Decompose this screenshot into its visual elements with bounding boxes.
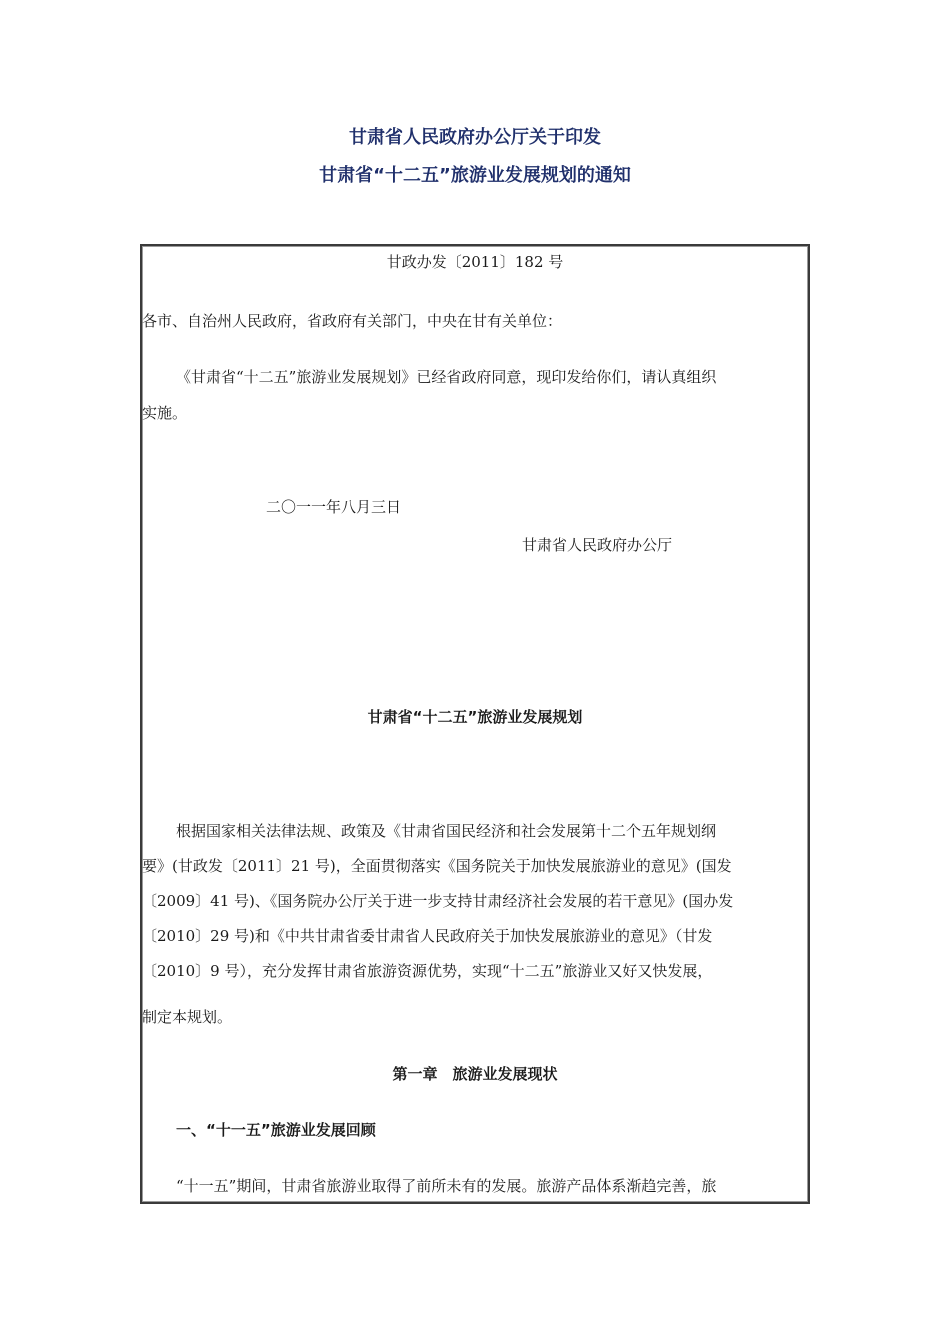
- notice-body-line1: 《甘肃省“十二五”旅游业发展规划》已经省政府同意，现印发给你们，请认真组织: [176, 368, 717, 386]
- notice-issuer: 甘肃省人民政府办公厅: [522, 536, 673, 554]
- plan-intro-line: 根据国家相关法律法规、政策及《甘肃省国民经济和社会发展第十二个五年规划纲: [176, 822, 717, 840]
- notice-body-line2: 实施。: [142, 404, 188, 422]
- plan-intro-line: 制定本规划。: [142, 1008, 233, 1026]
- section-heading: 一、“十一五”旅游业发展回顾: [176, 1121, 376, 1139]
- plan-title: 甘肃省“十二五”旅游业发展规划: [367, 708, 583, 726]
- document-title-line2: 甘肃省“十二五”旅游业发展规划的通知: [319, 165, 631, 186]
- plan-intro-line: 〔2009〕41 号)、《国务院办公厅关于进一步支持甘肃经济社会发展的若干意见》(国办发: [142, 892, 734, 910]
- addressee: 各市、自治州人民政府，省政府有关部门，中央在甘有关单位：: [142, 312, 563, 330]
- plan-intro-line: 要》(甘政发〔2011〕21 号)，全面贯彻落实《国务院关于加快发展旅游业的意见》(国发: [142, 857, 732, 875]
- doc-number: 甘政办发〔2011〕182 号: [386, 253, 564, 271]
- document-title-line1: 甘肃省人民政府办公厅关于印发: [349, 127, 601, 148]
- plan-intro-line: 〔2010〕9 号），充分发挥甘肃省旅游资源优势，实现“十二五”旅游业又好又快发展，: [142, 962, 713, 980]
- section-body-line: “十一五”期间，甘肃省旅游业取得了前所未有的发展。旅游产品体系渐趋完善，旅: [176, 1177, 717, 1195]
- chapter-heading: 第一章 旅游业发展现状: [392, 1065, 558, 1083]
- plan-intro-line: 〔2010〕29 号)和《中共甘肃省委甘肃省人民政府关于加快发展旅游业的意见》（甘发: [142, 927, 713, 945]
- notice-date: 二〇一一年八月三日: [266, 498, 402, 516]
